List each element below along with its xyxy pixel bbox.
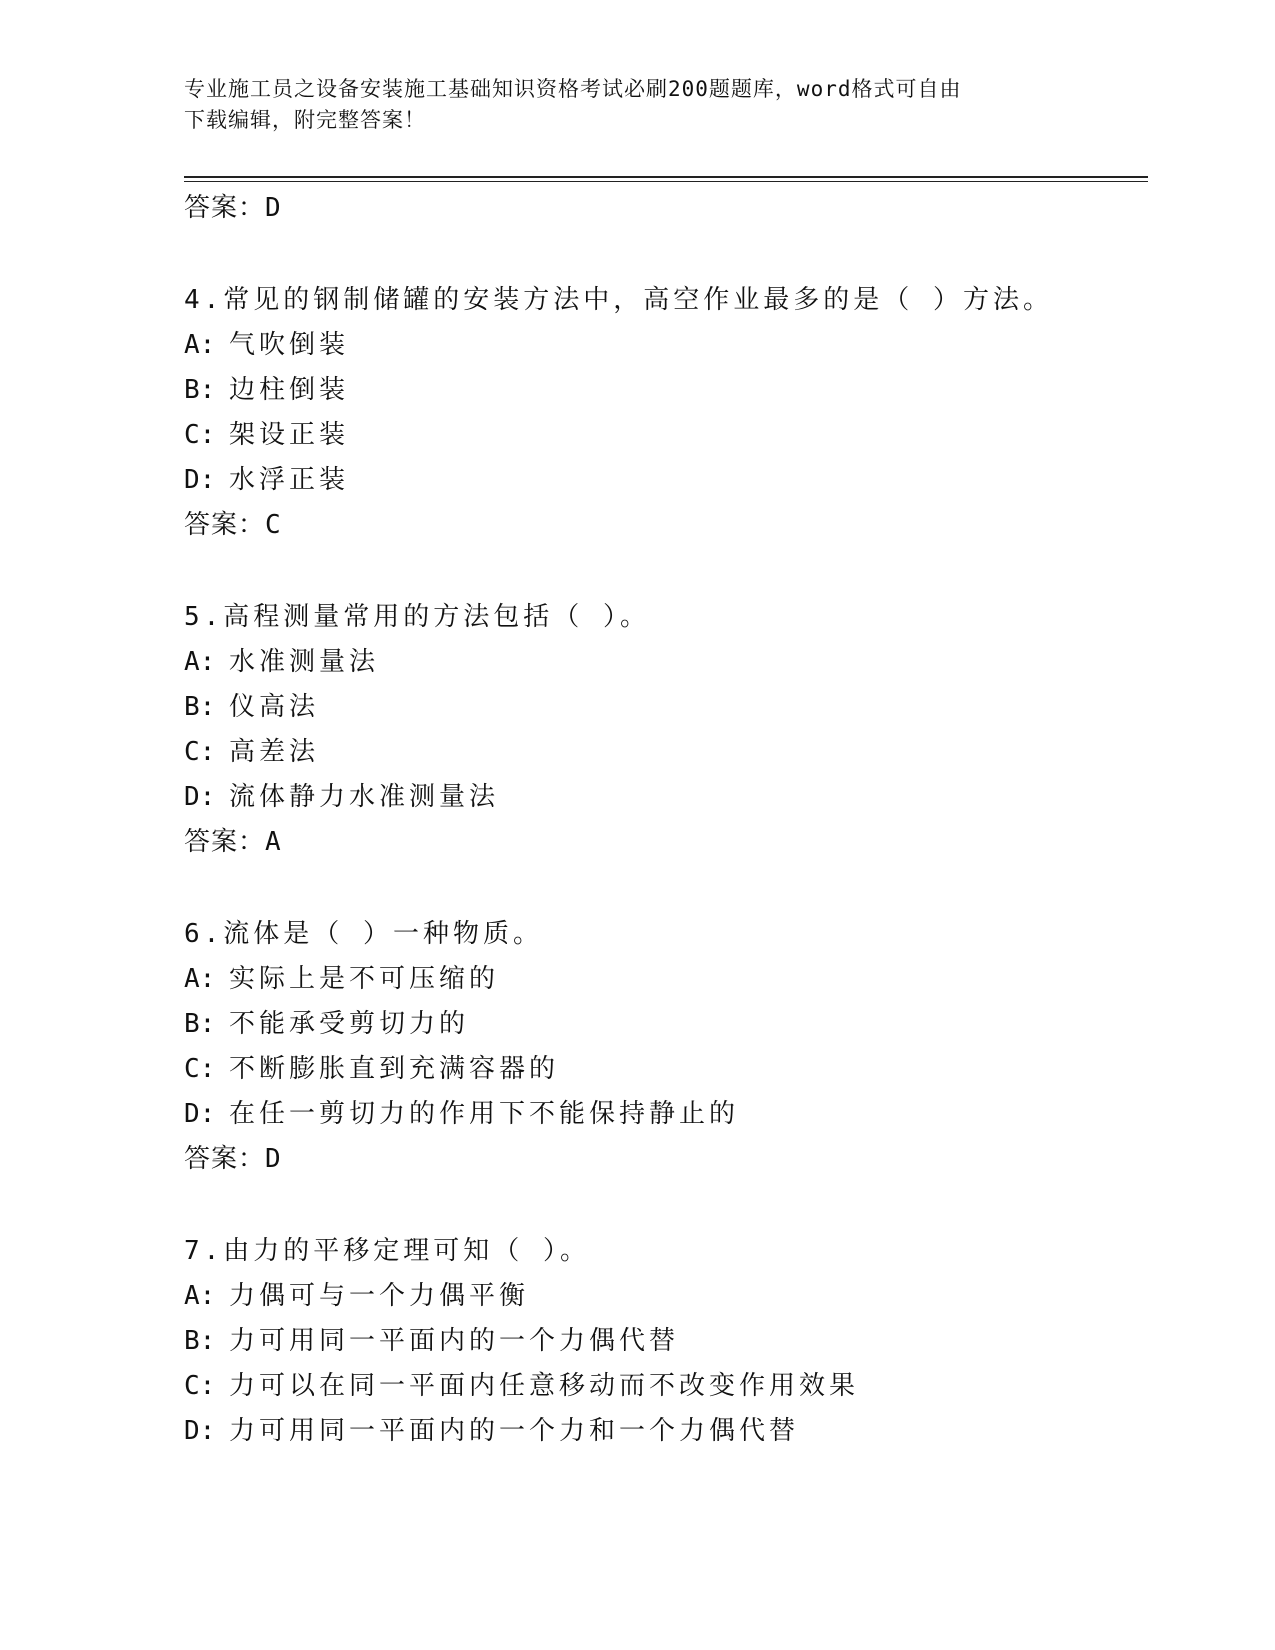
- answer-line: [184, 186, 1144, 231]
- header-line-2: 下载编辑，附完整答案！: [184, 108, 426, 132]
- document-header: [184, 74, 1064, 136]
- option-letter: D:: [184, 782, 216, 812]
- option-letter: B:: [184, 1326, 216, 1356]
- question-block: [184, 1229, 1144, 1454]
- option-text: 力可用同一平面内的一个力和一个力偶代替: [229, 1416, 800, 1446]
- option-text: 不断膨胀直到充满容器的: [229, 1054, 560, 1084]
- option-letter: A:: [184, 330, 216, 360]
- option-text: 不能承受剪切力的: [229, 1009, 470, 1039]
- question-stem: 7.由力的平移定理可知（ ）。: [184, 1236, 590, 1266]
- answer-line: [184, 503, 1144, 548]
- option-b: [184, 368, 1144, 413]
- option-letter: C:: [184, 420, 216, 450]
- option-a: [184, 1274, 1144, 1319]
- option-text: 高差法: [229, 737, 320, 767]
- option-letter: A:: [184, 647, 216, 677]
- answer-label: 答案：: [184, 1144, 266, 1174]
- option-b: [184, 685, 1144, 730]
- option-c: [184, 1364, 1144, 1409]
- answer-value: C: [265, 510, 282, 540]
- option-text: 水浮正装: [229, 465, 350, 495]
- option-text: 水准测量法: [229, 647, 380, 677]
- answer-label: 答案：: [184, 510, 266, 540]
- option-letter: A:: [184, 964, 216, 994]
- answer-line: [184, 1137, 1144, 1182]
- answer-label: 答案：: [184, 193, 266, 223]
- option-text: 力可以在同一平面内任意移动而不改变作用效果: [229, 1371, 860, 1401]
- answer-line: [184, 820, 1144, 865]
- document-body: [184, 186, 1144, 1454]
- answer-value: A: [265, 827, 282, 857]
- option-letter: B:: [184, 692, 216, 722]
- answer-label: 答案：: [184, 827, 266, 857]
- question-stem: 5.高程测量常用的方法包括（ ）。: [184, 602, 650, 632]
- option-d: [184, 1092, 1144, 1137]
- question-stem: 6.流体是（ ）一种物质。: [184, 919, 543, 949]
- answer-value: D: [265, 1144, 282, 1174]
- option-text: 边柱倒装: [229, 375, 350, 405]
- header-rule-thin: [184, 181, 1148, 182]
- option-letter: B:: [184, 1009, 216, 1039]
- option-c: [184, 1047, 1144, 1092]
- option-text: 流体静力水准测量法: [229, 782, 500, 812]
- option-d: [184, 775, 1144, 820]
- option-a: [184, 323, 1144, 368]
- option-letter: C:: [184, 737, 216, 767]
- option-letter: D:: [184, 1416, 216, 1446]
- option-a: [184, 640, 1144, 685]
- option-text: 力可用同一平面内的一个力偶代替: [229, 1326, 680, 1356]
- option-text: 在任一剪切力的作用下不能保持静止的: [229, 1099, 740, 1129]
- option-text: 实际上是不可压缩的: [229, 964, 500, 994]
- option-text: 气吹倒装: [229, 330, 350, 360]
- option-d: [184, 458, 1144, 503]
- option-b: [184, 1002, 1144, 1047]
- option-letter: A:: [184, 1281, 216, 1311]
- option-b: [184, 1319, 1144, 1364]
- answer-value: D: [265, 193, 282, 223]
- option-letter: D:: [184, 1099, 216, 1129]
- option-c: [184, 730, 1144, 775]
- option-c: [184, 413, 1144, 458]
- question-block: [184, 912, 1144, 1182]
- option-a: [184, 957, 1144, 1002]
- option-letter: C:: [184, 1054, 216, 1084]
- header-rule-thick: [184, 176, 1148, 178]
- option-letter: C:: [184, 1371, 216, 1401]
- question-block: [184, 278, 1144, 548]
- option-text: 力偶可与一个力偶平衡: [229, 1281, 530, 1311]
- option-d: [184, 1409, 1144, 1454]
- header-line-1: 专业施工员之设备安装施工基础知识资格考试必刷200题题库，word格式可自由: [184, 77, 962, 101]
- option-letter: B:: [184, 375, 216, 405]
- option-text: 架设正装: [229, 420, 350, 450]
- question-stem: 4.常见的钢制储罐的安装方法中，高空作业最多的是（ ）方法。: [184, 285, 1053, 315]
- question-block: [184, 595, 1144, 865]
- option-text: 仪高法: [229, 692, 320, 722]
- option-letter: D:: [184, 465, 216, 495]
